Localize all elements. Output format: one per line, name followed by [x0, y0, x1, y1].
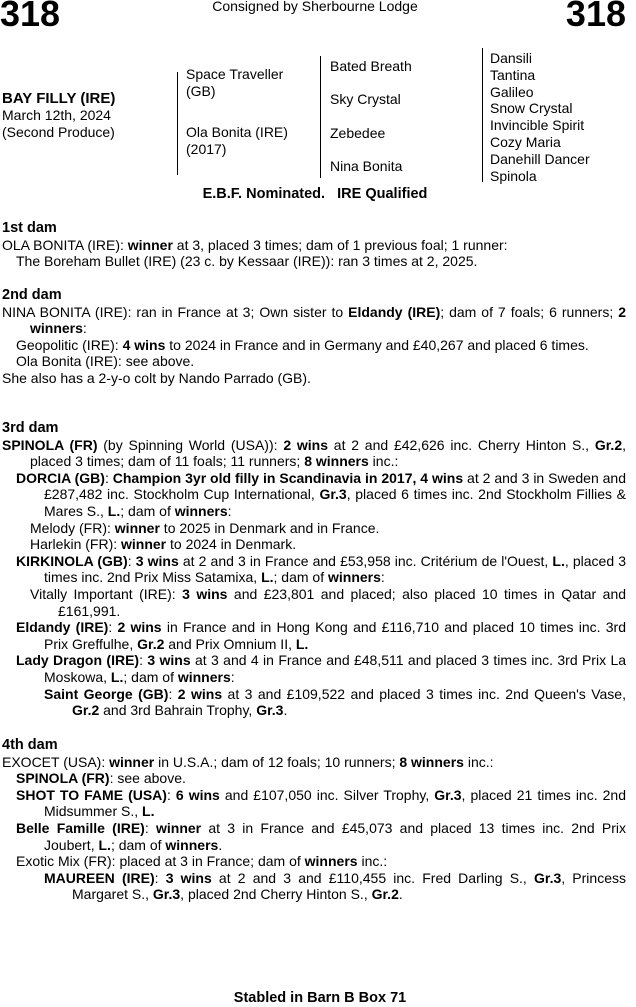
horse-produce: (Second Produce) — [2, 124, 115, 140]
text-run: , placed 2nd Cherry Hinton S., — [180, 886, 372, 903]
bold-text: Gr.2 — [371, 886, 399, 903]
bold-text: L. — [295, 635, 309, 652]
bold-text: Gr.2 — [137, 635, 165, 652]
text-run: to 2024 in France and in Germany and £40,267 and placed 6 times. — [165, 336, 589, 353]
text-run: at 3, placed 3 times; dam of 1 previous foal; 1 runner: — [172, 236, 508, 253]
fourth-dam-section — [2, 737, 626, 903]
pedigree-bracket-3 — [482, 48, 483, 182]
record-line — [2, 652, 626, 685]
text-run: at 3 and 4 in France and £48,511 and placed 3 times inc. 3rd Prix La Moskowa, — [44, 652, 627, 685]
bold-text: Gr.2 — [72, 702, 100, 719]
text-run: Exotic Mix (FR): placed at 3 in France; dam of — [16, 853, 305, 870]
text-run: : — [82, 320, 87, 337]
text-run: , placed 3 times; dam of 11 foals; 11 runners; — [30, 436, 626, 470]
text-run: at 2 and £42,626 inc. Cherry Hinton S., — [328, 436, 595, 453]
text-run: ; dam of — [273, 569, 328, 586]
section-lines — [2, 304, 626, 387]
text-run: Vitally Important (IRE): — [30, 585, 183, 602]
record-line — [2, 337, 626, 354]
record-line — [2, 553, 626, 586]
record-line — [2, 470, 626, 520]
bold-text: L. — [552, 552, 565, 569]
record-line — [2, 536, 626, 553]
section-lines — [2, 437, 626, 719]
bold-text: winner — [114, 519, 160, 536]
bold-text: winners — [304, 853, 358, 870]
text-run: , placed 6 times inc. 2nd Stockholm Fillies & Mares S., — [44, 486, 626, 519]
bold-text: L. — [261, 569, 274, 586]
text-run: and Prix Omnium II, — [164, 635, 296, 652]
bold-text: L. — [142, 803, 155, 820]
text-run: : — [144, 819, 156, 836]
text-run: Melody (FR): — [30, 519, 115, 536]
text-run: OLA BONITA (IRE): — [2, 236, 128, 253]
bold-text: KIRKINOLA (GB) — [16, 552, 128, 569]
record-line — [2, 686, 626, 719]
text-run: : — [127, 552, 136, 569]
text-run: ; dam of — [110, 836, 166, 853]
record-line — [2, 253, 626, 270]
bold-text: 3 wins — [135, 552, 179, 569]
text-run: in U.S.A.; dam of 12 foals; 10 runners; — [154, 753, 400, 770]
text-run: and 3rd Bahrain Trophy, — [99, 702, 257, 719]
bold-text: Gr.3 — [256, 702, 284, 719]
pedigree-dam: Ola Bonita (IRE) (2017) — [186, 124, 288, 157]
record-line — [2, 304, 626, 337]
record-line — [2, 370, 626, 387]
text-run: Ola Bonita (IRE): see above. — [16, 353, 195, 370]
bold-text: winners — [174, 502, 228, 519]
pedigree-gen2-2: Sky Crystal — [330, 91, 401, 107]
text-run: at 2 and 3 and £110,455 inc. Fred Darling S., — [211, 869, 534, 886]
text-run: , placed 3 times inc. 2nd Prix Miss Satamixa, — [44, 552, 627, 586]
pedigree-gen2-4: Nina Bonita — [330, 158, 403, 174]
consignor: Consigned by Sherbourne Lodge — [212, 0, 418, 14]
record-line — [2, 520, 626, 537]
bold-text: Gr.2 — [594, 436, 623, 453]
bold-text: winner — [109, 753, 155, 770]
section-title: 1st dam — [2, 220, 57, 236]
bold-text: 2 winners — [30, 303, 626, 337]
text-run: She also has a 2-y-o colt by Nando Parrado (GB). — [2, 369, 311, 386]
pedigree-gen2-1: Bated Breath — [330, 58, 412, 74]
bold-text: L. — [98, 836, 111, 853]
text-run: inc.: — [463, 753, 494, 770]
text-run: : — [139, 652, 148, 669]
text-run: EXOCET (USA): — [2, 753, 110, 770]
text-run: and £23,801 and placed; also placed 10 times in Qatar and £161,991. — [58, 585, 627, 619]
pedigree-gen3: Dansili Tantina Galileo Snow Crystal Invincible Spirit Cozy Maria Danehill Dancer Spinola — [490, 50, 590, 184]
text-run: to 2025 in Denmark and in France. — [159, 519, 380, 536]
text-run: : — [227, 502, 232, 519]
text-run: inc.: — [357, 853, 388, 870]
section-lines — [2, 237, 626, 270]
bold-text: winners — [177, 668, 231, 685]
bold-text: L. — [110, 668, 124, 685]
text-run: and £107,050 inc. Silver Trophy, — [219, 786, 435, 803]
text-run: Geopolitic (IRE): — [16, 336, 123, 353]
bold-text: 4 wins — [122, 336, 166, 353]
pedigree-gen2-3: Zebedee — [330, 125, 386, 141]
bold-text: Gr.3 — [534, 869, 562, 886]
record-line — [2, 770, 626, 787]
record-line — [2, 353, 626, 370]
bold-text: Eldandy (IRE) — [348, 303, 441, 320]
text-run: inc.: — [368, 453, 399, 470]
bold-text: winner — [121, 536, 167, 553]
bold-text: winners — [165, 836, 219, 853]
bold-text: 8 winners — [304, 453, 369, 470]
text-run: at 2 and 3 in Sweden and £287,482 inc. Stockholm Cup International, — [44, 469, 627, 503]
bold-text: Gr.3 — [319, 486, 347, 503]
record-line — [2, 586, 626, 619]
text-run: ; dam of 7 foals; 6 runners; — [440, 303, 619, 320]
pedigree-sire: Space Traveller (GB) — [186, 66, 284, 99]
bold-text: 8 winners — [399, 753, 464, 770]
text-run: at 3 and £109,522 and placed 3 times inc. 2nd Queen's Vase, — [222, 685, 626, 702]
nominations: E.B.F. Nominated. IRE Qualified — [202, 186, 428, 202]
text-run: at 3 in France and £45,073 and placed 13 times inc. 2nd Prix Joubert, — [44, 819, 626, 853]
record-line — [2, 237, 626, 254]
record-line — [2, 787, 626, 820]
pedigree-bracket-2 — [320, 56, 321, 178]
lot-number-right: 318 — [565, 0, 626, 34]
section-title: 3rd dam — [2, 420, 59, 436]
lot-number-left: 318 — [0, 0, 61, 34]
text-run: : — [108, 619, 118, 636]
bold-text: 3 wins — [147, 652, 191, 669]
bold-text: 2 wins — [117, 619, 162, 636]
horse-foaled: March 12th, 2024 — [2, 107, 111, 123]
text-run: to 2024 in Denmark. — [166, 536, 297, 553]
text-run: Harlekin (FR): — [30, 536, 122, 553]
first-dam-section — [2, 220, 626, 270]
bold-text: Lady Dragon (IRE) — [16, 652, 140, 669]
text-run: , Princess Margaret S., — [72, 869, 626, 903]
bold-text: 3 wins — [182, 585, 228, 602]
bold-text: 6 wins — [175, 786, 220, 803]
bold-text: winner — [127, 236, 173, 253]
bold-text: SPINOLA (FR) — [2, 436, 98, 453]
horse-name: BAY FILLY (IRE) — [2, 90, 116, 107]
record-line — [2, 870, 626, 903]
second-dam-section — [2, 287, 626, 387]
record-line — [2, 853, 626, 870]
bold-text: SHOT TO FAME (USA) — [16, 786, 167, 803]
bold-text: winner — [155, 819, 202, 836]
pedigree-bracket-1 — [177, 72, 178, 175]
text-run: . — [283, 702, 288, 719]
text-run: : — [154, 869, 166, 886]
stabling-info: Stabled in Barn B Box 71 — [233, 990, 407, 1006]
bold-text: L. — [107, 502, 121, 519]
record-line — [2, 437, 626, 470]
text-run: . — [398, 886, 403, 903]
text-run: : see above. — [109, 770, 186, 787]
text-run: in France and in Hong Kong and £116,710 and placed 10 times inc. 3rd Prix Greffulhe, — [44, 619, 627, 652]
text-run: The Boreham Bullet (IRE) (23 c. by Kessaar (IRE)): ran 3 times at 2, 2025. — [16, 253, 478, 270]
section-title: 4th dam — [2, 737, 58, 753]
record-line — [2, 754, 626, 771]
text-run: , placed 21 times inc. 2nd Midsummer S., — [44, 786, 627, 820]
section-title: 2nd dam — [2, 287, 62, 303]
text-run: : — [166, 786, 176, 803]
record-line — [2, 619, 626, 652]
text-run: NINA BONITA (IRE): ran in France at 3; Own sister to — [2, 303, 349, 320]
section-lines — [2, 754, 626, 903]
bold-text: Gr.3 — [152, 886, 181, 903]
text-run: : — [230, 668, 235, 685]
text-run: ; dam of — [120, 502, 175, 519]
bold-text: Eldandy (IRE) — [16, 619, 109, 636]
bold-text: SPINOLA (FR) — [16, 770, 110, 787]
bold-text: Gr.3 — [434, 786, 462, 803]
text-run: at 2 and 3 in France and £53,958 inc. Critérium de l'Ouest, — [178, 552, 553, 569]
text-run: : — [380, 569, 385, 586]
bold-text: Saint George (GB) — [44, 685, 169, 702]
bold-text: 2 wins — [177, 685, 223, 702]
bold-text: Belle Famille (IRE) — [16, 819, 145, 836]
bold-text: 3 wins — [165, 869, 212, 886]
text-run: ; dam of — [123, 668, 178, 685]
third-dam-section — [2, 420, 626, 719]
bold-text: 2 wins — [283, 436, 328, 453]
text-run: : — [168, 685, 178, 702]
bold-text: DORCIA (GB) — [16, 469, 105, 486]
text-run: (by Spinning World (USA)): — [97, 436, 284, 453]
bold-text: winners — [327, 569, 381, 586]
text-run: : — [104, 469, 113, 486]
horse-info — [2, 90, 115, 141]
record-line — [2, 820, 626, 853]
bold-text: Champion 3yr old filly in Scandinavia in 2017, 4 wins — [112, 469, 464, 486]
text-run: . — [218, 836, 223, 853]
bold-text: MAUREEN (IRE) — [44, 869, 155, 886]
